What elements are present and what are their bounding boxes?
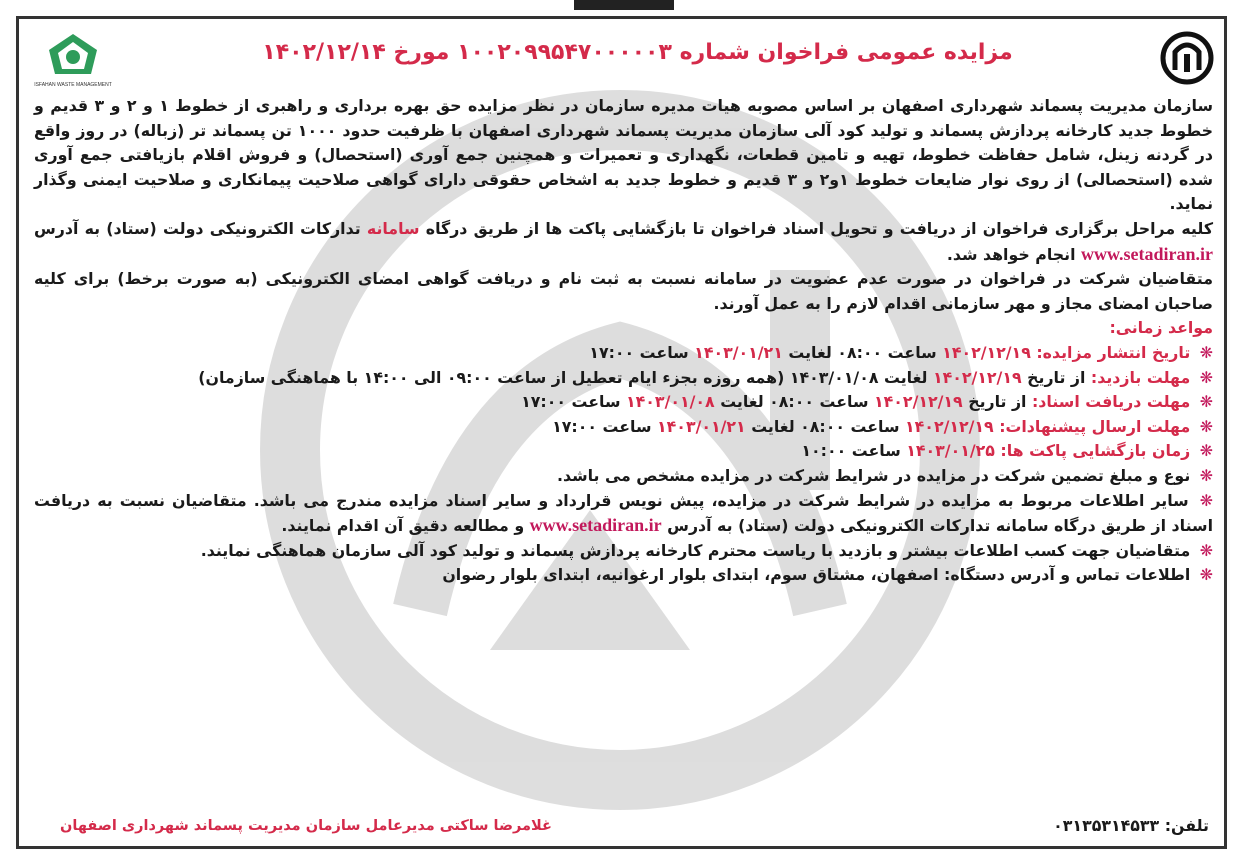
item-text: لغایت ۱۴۰۳/۰۱/۰۸ (همه روزه بجزء ایام تعطیل از ساعت ۰۹:۰۰ الی ۱۴:۰۰ با هماهنگی سازمان) [198,367,928,387]
logo-caption: ISFAHAN WASTE MANAGEMENT [34,82,112,88]
procedure-text-2: تدارکات الکترونیکی دولت (ستاد) به آدرس [34,218,361,238]
item-text: ساعت ۰۸:۰۰ لغایت [788,342,937,362]
setadiran-link[interactable]: www.setadiran.ir [529,515,662,536]
intro-paragraph: سازمان مدیریت پسماند شهرداری اصفهان بر اساس مصوبه هیات مدیره سازمان در نظر مزایده حق بهره برداری و راهبری از خطوط ۱ و ۲ و ۳ قدیم و خطوط جدید کارخانه پردازش پسماند و تولید کود آلی سازمان مدیریت پسماند شهرداری اصفهان با ظرفیت حدود ۱۰۰۰ تن پسماند تر (زباله) در روز واقع در گردنه زینل، شامل حفاظت خطوط، تهیه و تامین قطعات، نگهداری و تعمیرات و همچنین جمع آوری (استحصال) و فروش اقلام بازیافتی جمع آوری شده (استحصالی) از روی نوار ضایعات خطوط ۱و۲ و ۳ قدیم و خطوط جدید به اشخاص حقوقی دارای گواهی صلاحیت پیمانکاری و صلاحیت ایمنی وگذار نماید. [34,96,1214,214]
schedule-item-proposals [34,415,1213,440]
item-text: ساعت ۱۰:۰۰ [801,441,901,461]
item-date: ۱۴۰۳/۰۱/۲۱ [694,342,783,362]
bullet-icon: ❋ [1199,392,1213,412]
item-label: مهلت دریافت اسناد: [1031,392,1191,412]
contact-phone: تلفن: ۰۳۱۳۵۳۱۴۵۳۳ [1053,816,1209,835]
bullet-icon: ❋ [1199,441,1213,461]
ad-body [34,94,1213,588]
note-visit [34,539,1213,564]
item-text: ساعت ۱۷:۰۰ [521,392,621,412]
note-documents [34,489,1213,539]
item-text: ساعت ۰۸:۰۰ لغایت [720,392,869,412]
schedule-item-documents [34,390,1213,415]
top-bar [574,0,674,10]
item-label: مهلت ارسال پیشنهادات: [999,416,1191,436]
procedure-highlight: سامانه [366,218,420,238]
schedule-item-opening [34,439,1213,464]
item-label: مهلت بازدید: [1090,367,1191,387]
bullet-icon: ❋ [1199,342,1213,362]
procedure-paragraph [34,217,1213,267]
item-label: زمان بازگشایی پاکت ها: [1000,441,1191,461]
item-date: ۱۴۰۲/۱۲/۱۹ [932,367,1022,387]
item-text: از تاریخ [1027,367,1086,387]
note-text: متقاضیان جهت کسب اطلاعات بیشتر و بازدید با ریاست محترم کارخانه پردازش پسماند و تولید کود آلی سازمان هماهنگی نمایند. [200,540,1191,560]
schedule-item-visit [34,366,1213,391]
note-text: اطلاعات تماس و آدرس دستگاه: اصفهان، مشتاق سوم، ابتدای بلوار ارغوانیه، ابتدای بلوار رضوان [442,565,1191,585]
item-text: ساعت ۱۷:۰۰ [589,342,689,362]
registration-paragraph: متقاضیان شرکت در فراخوان در صورت عدم عضویت در سامانه نسبت به ثبت نام و دریافت گواهی امضای الکترونیکی (به صورت برخط) برای کلیه صاحبان امضای مجاز و مهر سازمانی اقدام لازم را به عمل آورند. [34,269,1213,313]
note-text: و مطالعه دقیق آن اقدام نمایند. [281,516,525,536]
municipality-emblem-icon [1159,30,1215,86]
page-title: مزایده عمومی فراخوان شماره ۱۰۰۲۰۹۹۵۴۷۰۰۰۰۰۳ مورخ ۱۴۰۲/۱۲/۱۴ [262,40,1013,65]
setadiran-link[interactable]: www.setadiran.ir [1081,243,1213,264]
item-text: از تاریخ [968,392,1027,412]
signer-line: غلامرضا ساکتی مدیرعامل سازمان مدیریت پسماند شهرداری اصفهان [60,818,552,834]
bullet-icon: ❋ [1199,416,1213,436]
ad-header [30,26,1215,96]
note-text: نوع و مبلغ تضمین شرکت در مزایده در شرایط شرکت در مزایده مشخص می باشد. [556,465,1191,485]
item-date: ۱۴۰۳/۰۱/۰۸ [626,392,715,412]
bullet-icon: ❋ [1199,540,1213,560]
item-label: تاریخ انتشار مزایده: [1036,342,1191,362]
item-text: ساعت ۰۸:۰۰ لغایت [751,416,900,436]
organization-logo-icon [34,30,112,90]
item-date: ۱۴۰۲/۱۲/۱۹ [874,392,963,412]
procedure-text: کلیه مراحل برگزاری فراخوان از دریافت و تحویل اسناد فراخوان تا بازگشایی پاکت ها از طریق درگاه [425,218,1214,238]
note-text: سایر اطلاعات مربوط به مزایده در شرایط شرکت در مزایده، پیش نویس قرارداد و سایر اسناد مزایده مندرج می باشد. متقاضیان نسبت به دریافت اسناد از طریق درگاه سامانه تدارکات الکترونیکی دولت (ستاد) به آدرس [34,490,1213,536]
bullet-icon: ❋ [1199,465,1213,485]
bullet-icon: ❋ [1199,565,1213,585]
bullet-icon: ❋ [1199,367,1213,387]
note-guarantee [34,464,1213,489]
procedure-text-3: انجام خواهد شد. [946,244,1076,264]
item-date: ۱۴۰۲/۱۲/۱۹ [905,416,994,436]
item-text: ساعت ۱۷:۰۰ [552,416,652,436]
item-date: ۱۴۰۳/۰۱/۲۱ [657,416,746,436]
schedule-heading: مواعد زمانی: [1109,318,1213,338]
item-date: ۱۴۰۳/۰۱/۲۵ [906,441,995,461]
item-date: ۱۴۰۲/۱۲/۱۹ [942,342,1031,362]
bullet-icon: ❋ [1199,490,1214,510]
note-contact [34,563,1213,588]
schedule-item-publish [34,341,1213,366]
